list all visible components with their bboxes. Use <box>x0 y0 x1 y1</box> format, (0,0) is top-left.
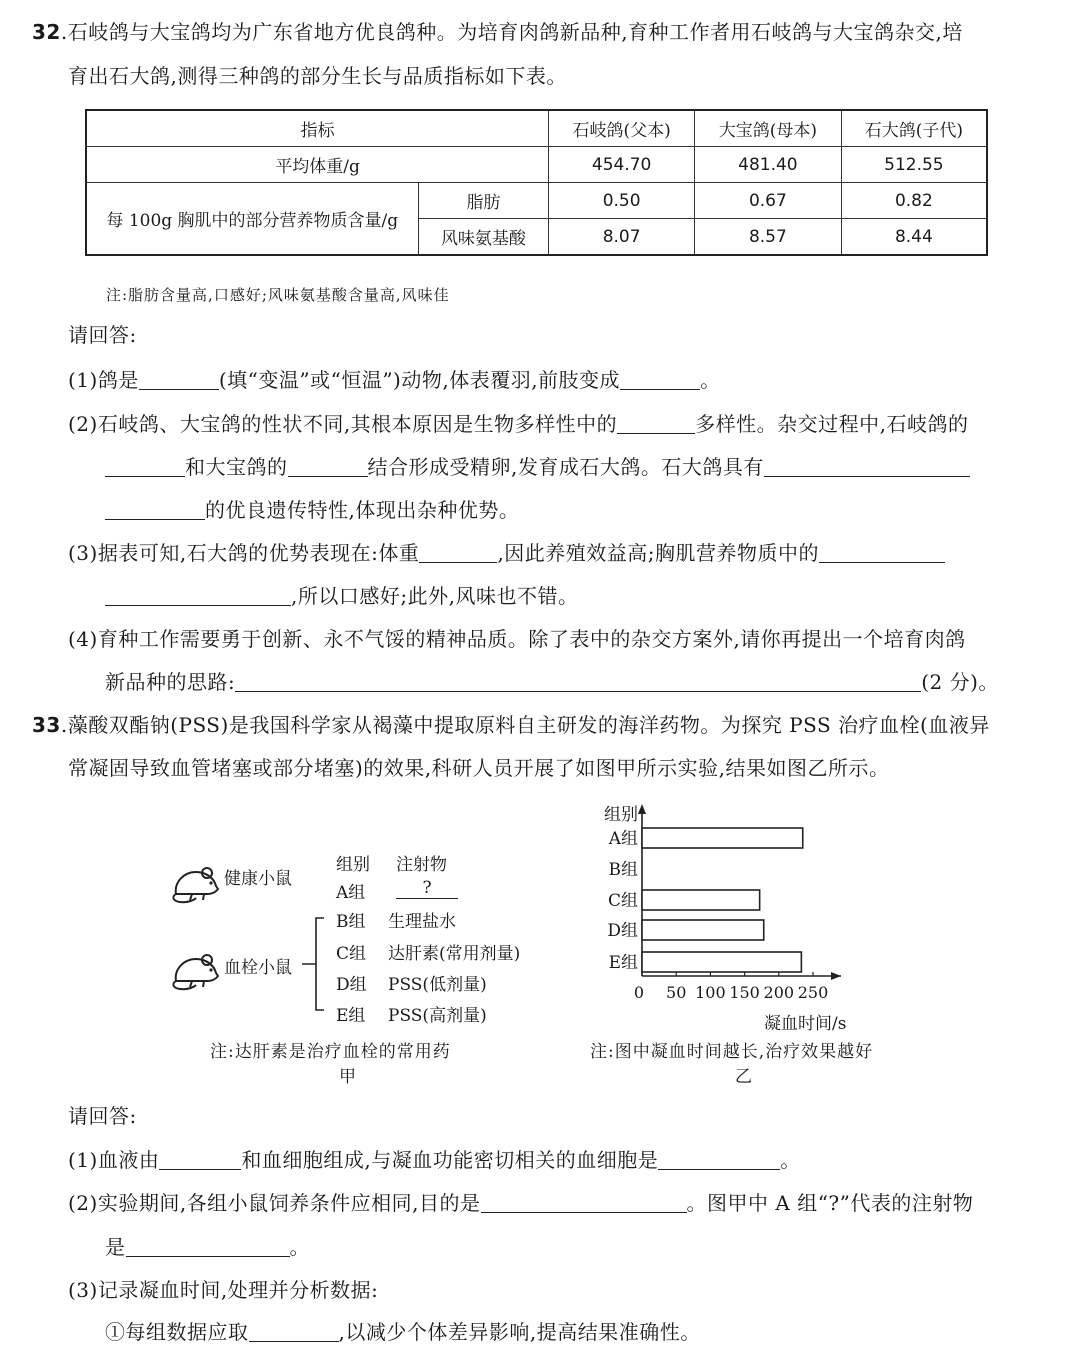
text: ,因此养殖效益高;胸肌营养物质中的 <box>497 541 820 565</box>
answer-blank[interactable] <box>764 456 970 477</box>
text: ①每组数据应取 <box>105 1320 249 1344</box>
text: (1)鸽是 <box>68 368 139 392</box>
text: 。 <box>289 1235 310 1259</box>
q32-part3-line2 <box>105 582 578 610</box>
answer-blank[interactable] <box>249 1321 339 1342</box>
mouse-icon <box>170 856 222 906</box>
text: 和血细胞组成,与凝血功能密切相关的血细胞是 <box>241 1148 659 1172</box>
q33-intro-line1 <box>32 711 990 739</box>
bar <box>642 952 801 972</box>
answer-blank[interactable] <box>819 542 945 563</box>
q33-part3: (3)记录凝血时间,处理并分析数据: <box>68 1278 379 1302</box>
q32-number: 32 <box>32 20 61 44</box>
x-tick-label: 100 <box>695 983 726 1002</box>
q33-part3-sub1 <box>105 1318 701 1346</box>
answer-blank[interactable] <box>105 585 291 606</box>
q32-part2-line3 <box>105 496 519 524</box>
x-tick-label: 150 <box>729 983 760 1002</box>
cell-value: 8.44 <box>841 219 987 256</box>
cell-value: 0.50 <box>549 183 695 219</box>
q32-part1 <box>68 366 721 394</box>
answer-blank[interactable] <box>105 499 205 520</box>
cell-value: 454.70 <box>549 147 695 183</box>
text: 结合形成受精卵,发育成石大鸽。石大鸽具有 <box>367 455 764 479</box>
answer-blank[interactable] <box>617 413 695 434</box>
header-shiqi: 石岐鸽(父本) <box>549 110 695 147</box>
row-amino-label: 风味氨基酸 <box>418 219 549 256</box>
row-weight-label: 平均体重/g <box>86 147 549 183</box>
col-group-header: 组别 <box>336 855 370 875</box>
table-row <box>86 147 987 183</box>
q33-ask: 请回答: <box>68 1104 137 1128</box>
x-tick-label: 250 <box>797 983 829 1002</box>
text: 。 <box>780 1148 801 1172</box>
group-d-label: D组 <box>336 975 367 995</box>
x-tick-label: 200 <box>763 983 795 1002</box>
q32-intro-text: .石岐鸽与大宝鸽均为广东省地方优良鸽种。为培育肉鸽新品种,育种工作者用石岐鸽与大宝鸽杂交,培 <box>60 20 963 44</box>
x-tick-label: 0 <box>633 983 645 1002</box>
q32-part3-line1 <box>68 539 945 567</box>
answer-blank[interactable] <box>481 1192 687 1213</box>
q32-ask: 请回答: <box>68 323 137 347</box>
text: 的优良遗传特性,体现出杂种优势。 <box>205 498 520 522</box>
cell-value: 8.57 <box>695 219 842 256</box>
healthy-mice-label: 健康小鼠 <box>224 869 292 889</box>
answer-blank[interactable] <box>419 542 497 563</box>
cell-value: 512.55 <box>841 147 987 183</box>
q32-part2-line1 <box>68 410 969 438</box>
bar <box>642 920 764 940</box>
answer-blank[interactable] <box>658 1149 780 1170</box>
fig-yi-note: 注:图中凝血时间越长,治疗效果越好 <box>590 1042 874 1062</box>
table-row <box>86 183 987 219</box>
header-dabao: 大宝鸽(母本) <box>695 110 842 147</box>
y-category-label: C组 <box>607 891 638 911</box>
answer-blank[interactable] <box>235 671 921 692</box>
group-bracket <box>298 912 328 1016</box>
fig-jia-note: 注:达肝素是治疗血栓的常用药 <box>210 1042 451 1062</box>
text: (2)实验期间,各组小鼠饲养条件应相同,目的是 <box>68 1191 481 1215</box>
header-shida: 石大鸽(子代) <box>841 110 987 147</box>
q32-data-table <box>85 109 988 256</box>
answer-blank[interactable] <box>126 1236 290 1257</box>
cell-value: 481.40 <box>695 147 842 183</box>
q32-part4-line2 <box>105 668 999 696</box>
q32-part4-line1: (4)育种工作需要勇于创新、永不气馁的精神品质。除了表中的杂交方案外,请你再提出一个培育肉鸽 <box>68 627 966 651</box>
text: (2)石岐鸽、大宝鸽的性状不同,其根本原因是生物多样性中的 <box>68 412 618 436</box>
fig-yi-caption: 乙 <box>735 1067 752 1087</box>
group-e-inject: PSS(高剂量) <box>388 1006 487 1026</box>
group-b-inject: 生理盐水 <box>388 912 456 932</box>
text: 多样性。杂交过程中,石岐鸽的 <box>695 412 969 436</box>
text: 新品种的思路: <box>105 670 236 694</box>
fig-yi-bar-chart <box>590 796 890 1036</box>
fig-jia-caption: 甲 <box>339 1067 356 1087</box>
row-group-label: 每 100g 胸肌中的部分营养物质含量/g <box>86 183 418 256</box>
group-b-label: B组 <box>336 912 366 932</box>
chart-x-axis-label: 凝血时间/s <box>764 1014 847 1034</box>
y-category-label: E组 <box>608 953 638 973</box>
y-category-label: B组 <box>608 860 638 880</box>
answer-blank[interactable] <box>620 369 700 390</box>
text: (1)血液由 <box>68 1148 160 1172</box>
cell-value: 8.07 <box>549 219 695 256</box>
text: 是 <box>105 1235 126 1259</box>
text: (3)据表可知,石大鸽的优势表现在:体重 <box>68 541 420 565</box>
q33-part2-line2 <box>105 1233 310 1261</box>
thrombus-mice-label: 血栓小鼠 <box>224 958 292 978</box>
q33-number: 33 <box>32 713 61 737</box>
text: (2 分)。 <box>921 670 999 694</box>
group-c-label: C组 <box>336 944 367 964</box>
col-inject-header: 注射物 <box>396 855 447 875</box>
cell-value: 0.67 <box>695 183 842 219</box>
q33-intro-line2: 常凝固导致血管堵塞或部分堵塞)的效果,科研人员开展了如图甲所示实验,结果如图乙所示。 <box>68 756 890 780</box>
y-axis-arrow <box>638 804 646 814</box>
bar <box>642 890 760 910</box>
text: 。图甲中 A 组“?”代表的注射物 <box>686 1191 974 1215</box>
text: 和大宝鸽的 <box>185 455 288 479</box>
answer-blank[interactable] <box>139 369 219 390</box>
q32-intro-line2: 育出石大鸽,测得三种鸽的部分生长与品质指标如下表。 <box>68 64 567 88</box>
text: ,所以口感好;此外,风味也不错。 <box>291 584 579 608</box>
chart-y-axis-label: 组别 <box>604 805 638 825</box>
answer-blank[interactable] <box>159 1149 241 1170</box>
q32-intro-line1 <box>32 18 963 46</box>
text: (填“变温”或“恒温”)动物,体表覆羽,前肢变成 <box>218 368 621 392</box>
y-category-label: D组 <box>607 921 638 941</box>
header-indicator: 指标 <box>86 110 549 147</box>
q33-part2-line1 <box>68 1189 973 1217</box>
q33-part1 <box>68 1146 801 1174</box>
group-d-inject: PSS(低剂量) <box>388 975 487 995</box>
q33-intro-text: .藻酸双酯钠(PSS)是我国科学家从褐藻中提取原料自主研发的海洋药物。为探究 PSS 治疗血栓(血液异 <box>60 713 990 737</box>
bar <box>642 828 803 848</box>
table-header-row <box>86 110 987 147</box>
row-fat-label: 脂肪 <box>418 183 549 219</box>
y-category-label: A组 <box>608 829 638 849</box>
cell-value: 0.82 <box>841 183 987 219</box>
q32-table-note: 注:脂肪含量高,口感好;风味氨基酸含量高,风味佳 <box>106 286 450 304</box>
x-tick-label: 50 <box>666 983 687 1002</box>
q32-part2-line2 <box>105 453 970 481</box>
x-axis-arrow <box>831 972 841 980</box>
group-e-label: E组 <box>336 1006 366 1026</box>
text: 。 <box>700 368 721 392</box>
group-a-label: A组 <box>336 883 366 903</box>
answer-blank[interactable] <box>288 456 368 477</box>
answer-blank[interactable] <box>105 456 185 477</box>
group-a-inject: ? <box>396 878 458 899</box>
mouse-icon <box>170 943 222 993</box>
text: ,以减少个体差异影响,提高结果准确性。 <box>338 1320 701 1344</box>
group-c-inject: 达肝素(常用剂量) <box>388 944 521 964</box>
